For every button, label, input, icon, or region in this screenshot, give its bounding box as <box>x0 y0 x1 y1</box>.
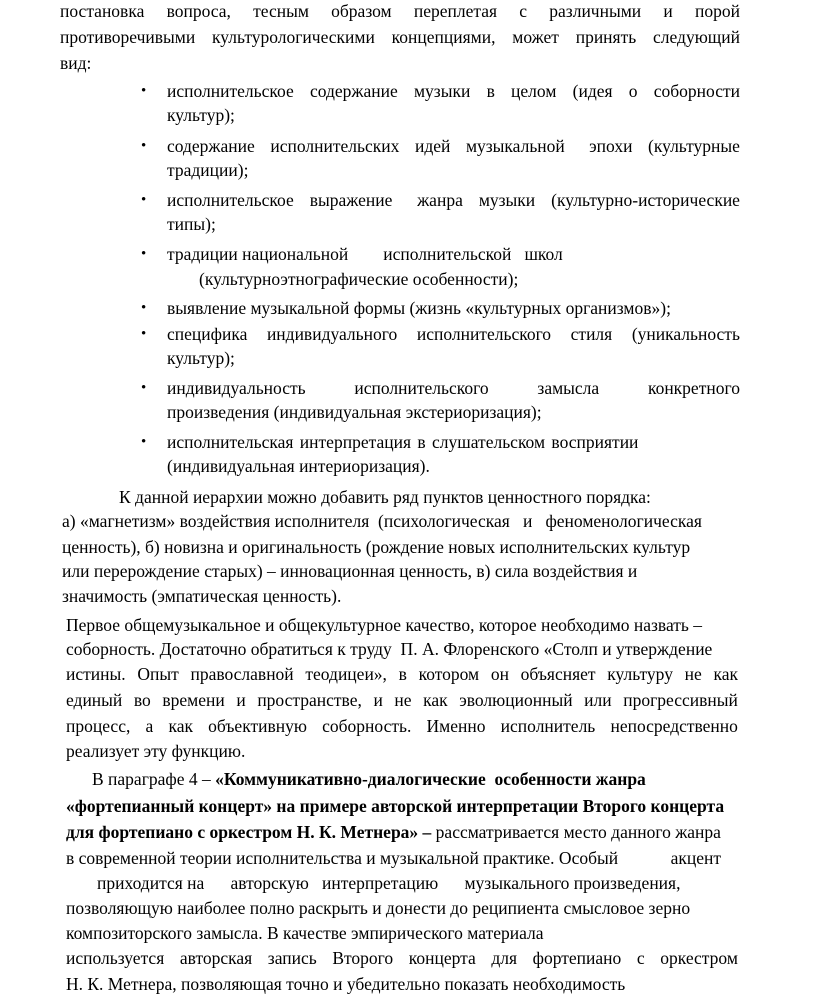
para2-line-3: ценность), б) новизна и оригинальность (рождение новых исполнительских культур <box>62 537 691 557</box>
intro-line-1: постановка вопроса, тесным образом переплетая с различными и порой <box>60 1 740 21</box>
para4-line-2 <box>66 795 724 817</box>
para3-line-1: Первое общемузыкальное и общекультурное качество, которое необходимо назвать – <box>66 615 703 635</box>
para3-line-4: единый во времени и пространстве, и не как эволюционный или прогрессивный <box>66 690 738 710</box>
list-item: традиции национальной исполнительской школ <box>167 244 563 264</box>
list-item: выявление музыкальной формы (жизнь «культурных организмов»); <box>167 298 671 318</box>
para2-line-1: К данной иерархии можно добавить ряд пунктов ценностного порядка: <box>119 487 651 507</box>
list-item: содержание исполнительских идей музыкальной эпохи (культурные <box>167 136 740 156</box>
text-segment: постановка <box>60 1 145 21</box>
list-item-continuation: типы); <box>167 214 216 234</box>
para4-plain-text: В параграфе 4 – <box>92 769 216 789</box>
list-item-continuation: традиции); <box>167 160 249 180</box>
para3-line-2: соборность. Достаточно обратиться к труду П. А. Флоренского «Столп и утверждение <box>66 639 713 659</box>
bullet-marker: • <box>141 138 147 154</box>
list-item-continuation: (культурноэтнографические особенности); <box>199 269 519 289</box>
bullet-marker: • <box>141 300 147 316</box>
para3-line-5: процесс, а как объективную соборность. Именно исполнитель непосредственно <box>66 716 738 736</box>
bullet-marker: • <box>141 192 147 208</box>
para2-line-4: или перерождение старых) – инновационная ценность, в) сила воздействия и <box>62 561 638 581</box>
list-item: исполнительское содержание музыки в целом (идея о соборности <box>167 81 740 101</box>
bullet-marker: • <box>141 434 147 450</box>
para2-line-5: значимость (эмпатическая ценность). <box>62 586 342 606</box>
chapter-title-part-2: «фортепианный концерт» на примере авторской интерпретации Второго концерта <box>66 796 725 816</box>
para4-line-6: позволяющую наиболее полно раскрыть и донести до реципиента смысловое зерно <box>66 898 691 918</box>
para4-line-4: в современной теории исполнительства и музыкальной практике. Особый акцент <box>66 848 722 868</box>
bullet-marker: • <box>141 326 147 342</box>
list-item: индивидуальность исполнительского замысла конкретного <box>167 378 740 398</box>
bullet-marker: • <box>141 246 147 262</box>
list-item: исполнительское выражение жанра музыки (культурно-исторические <box>167 190 740 210</box>
chapter-title-part-3: для фортепиано с оркестром Н. К. Метнера» – <box>66 822 432 842</box>
para4-line-9: Н. К. Метнера, позволяющая точно и убедительно показать необходимость <box>66 974 626 994</box>
bullet-marker: • <box>141 83 147 99</box>
para4-line-3 <box>66 821 721 843</box>
para4-line-8: используется авторская запись Второго концерта для фортепиано с оркестром <box>66 948 738 968</box>
para4-plain-text: рассматривается место данного жанра <box>431 822 721 842</box>
list-item: специфика индивидуального исполнительского стиля (уникальность <box>167 324 740 344</box>
para4-line-1 <box>92 768 646 790</box>
para3-line-3: истины. Опыт православной теодицеи», в котором он объясняет культуру не как <box>66 664 738 684</box>
list-item-continuation: культур); <box>167 105 235 125</box>
chapter-title-part-1: «Коммуникативно-диалогические особенности жанра <box>215 769 646 789</box>
list-item-continuation: культур); <box>167 348 235 368</box>
intro-line-2: противоречивыми культурологическими концепциями, может принять следующий <box>60 27 740 47</box>
list-item-continuation: (индивидуальная интериоризация). <box>167 456 430 476</box>
list-item: исполнительская интерпретация в слушательском восприятии <box>167 432 639 452</box>
para2-line-2: а) «магнетизм» воздействия исполнителя (психологическая и феноменологическая <box>62 511 702 531</box>
para4-line-5: приходится на авторскую интерпретацию музыкального произведения, <box>97 873 681 893</box>
bullet-marker: • <box>141 380 147 396</box>
intro-line-3: вид: <box>60 53 92 73</box>
para3-line-6: реализует эту функцию. <box>66 741 246 761</box>
para4-line-7: композиторского замысла. В качестве эмпирического материала <box>66 923 544 943</box>
list-item-continuation: произведения (индивидуальная экстериоризация); <box>167 402 542 422</box>
